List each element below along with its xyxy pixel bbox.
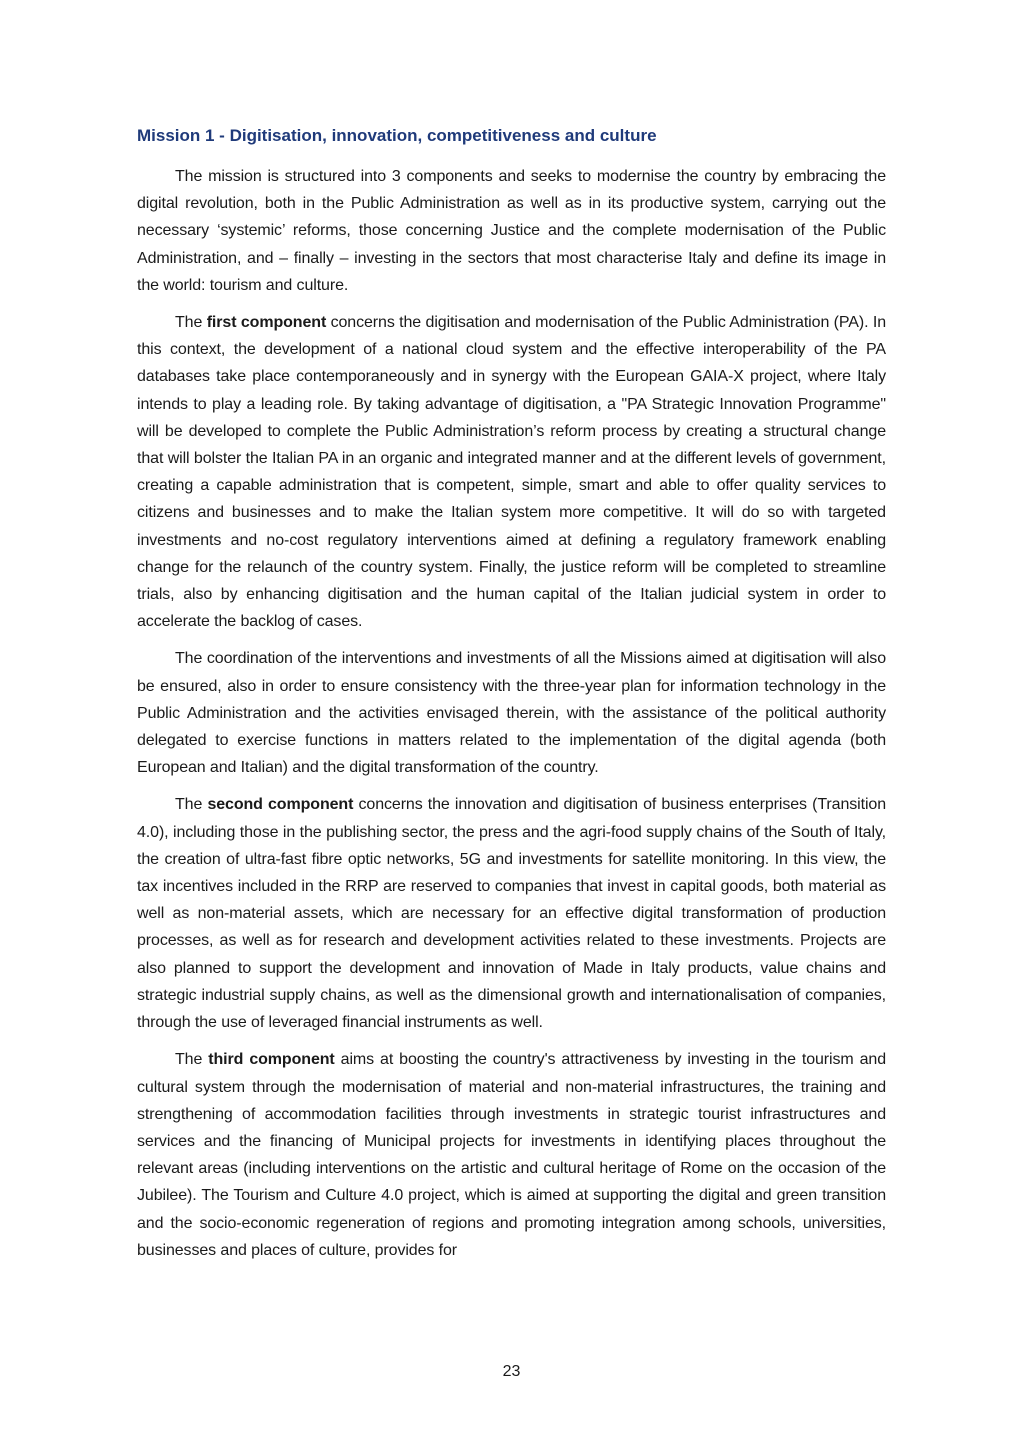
paragraph-third-component — [137, 1046, 886, 1264]
page-number: 23 — [502, 1363, 521, 1380]
paragraph-text: concerns the digitisation and modernisation of the Public Administration (PA). In this context, the development of a national cloud system and the effective interoperability of the PA databases take place contemporaneously and in synergy with the European GAIA-X project, where Italy intends to play a leading role. By taking advantage of digitisation, a "PA Strategic Innovation Programme" will be developed to complete the Public Administration’s reform process by creating a structural change that will bolster the Italian PA in an organic and integrated manner and at the different levels of government, creating a capable administration that is competent, simple, smart and able to offer quality services to citizens and businesses and to make the Italian system more competitive. It will do so with targeted investments and no-cost regulatory interventions aimed at defining a regulatory framework enabling change for the relaunch of the country system. Finally, the justice reform will be completed to streamline trials, also by enhancing digitisation and the human capital of the Italian judicial system in order to accelerate the backlog of cases. — [137, 314, 886, 631]
paragraph-text: aims at boosting the country's attractiveness by investing in the tourism and cultural system through the modernisation of material and non-material infrastructures, the training and strengthening of accommodation facilities through investments in strategic tourist infrastructures and services and the financing of Municipal projects for investments in identifying places throughout the relevant areas (including interventions on the artistic and cultural heritage of Rome on the occasion of the Jubilee). The Tourism and Culture 4.0 project, which is aimed at supporting the digital and green transition and the socio-economic regeneration of regions and promoting integration among schools, universities, businesses and places of culture, provides for — [137, 1051, 887, 1259]
paragraph-lead: The — [175, 314, 207, 332]
bold-term: second component — [207, 796, 354, 814]
paragraph-coordination — [137, 645, 886, 781]
paragraph-text: The coordination of the interventions and investments of all the Missions aimed at digitisation will also be ensured, also in order to ensure consistency with the three-year plan for information technology in the Public Administration and the activities envisaged therein, with the assistance of the political authority delegated to exercise functions in matters related to the implementation of the digital agenda (both European and Italian) and the digital transformation of the country. — [137, 650, 886, 777]
paragraph-lead: The — [175, 1051, 209, 1069]
bold-term: first component — [206, 314, 327, 332]
paragraph-intro — [137, 163, 886, 299]
document-page — [137, 122, 886, 1274]
paragraph-lead: The — [175, 796, 208, 814]
paragraph-second-component — [137, 791, 886, 1036]
paragraph-text: concerns the innovation and digitisation of business enterprises (Transition 4.0), including those in the publishing sector, the press and the agri-food supply chains of the South of Italy, the creation of ultra-fast fibre optic networks, 5G and investments for satellite monitoring. In this view, the tax incentives included in the RRP are reserved to companies that invest in capital goods, both material as well as non-material assets, which are necessary for an effective digital transformation of production processes, as well as for research and development activities related to these investments. Projects are also planned to support the development and innovation of Made in Italy products, value chains and strategic industrial supply chains, as well as the dimensional growth and internationalisation of companies, through the use of leveraged financial instruments as well. — [137, 796, 886, 1032]
section-heading: Mission 1 - Digitisation, innovation, competitiveness and culture — [137, 126, 657, 145]
bold-term: third component — [208, 1051, 335, 1069]
paragraph-first-component — [137, 309, 886, 635]
paragraph-text: The mission is structured into 3 components and seeks to modernise the country by embracing the digital revolution, both in the Public Administration as well as in its productive system, carrying out the necessary ‘systemic’ reforms, those concerning Justice and the complete modernisation of the Public Administration, and – finally – investing in the sectors that most characterise Italy and define its image in the world: tourism and culture. — [137, 168, 886, 294]
